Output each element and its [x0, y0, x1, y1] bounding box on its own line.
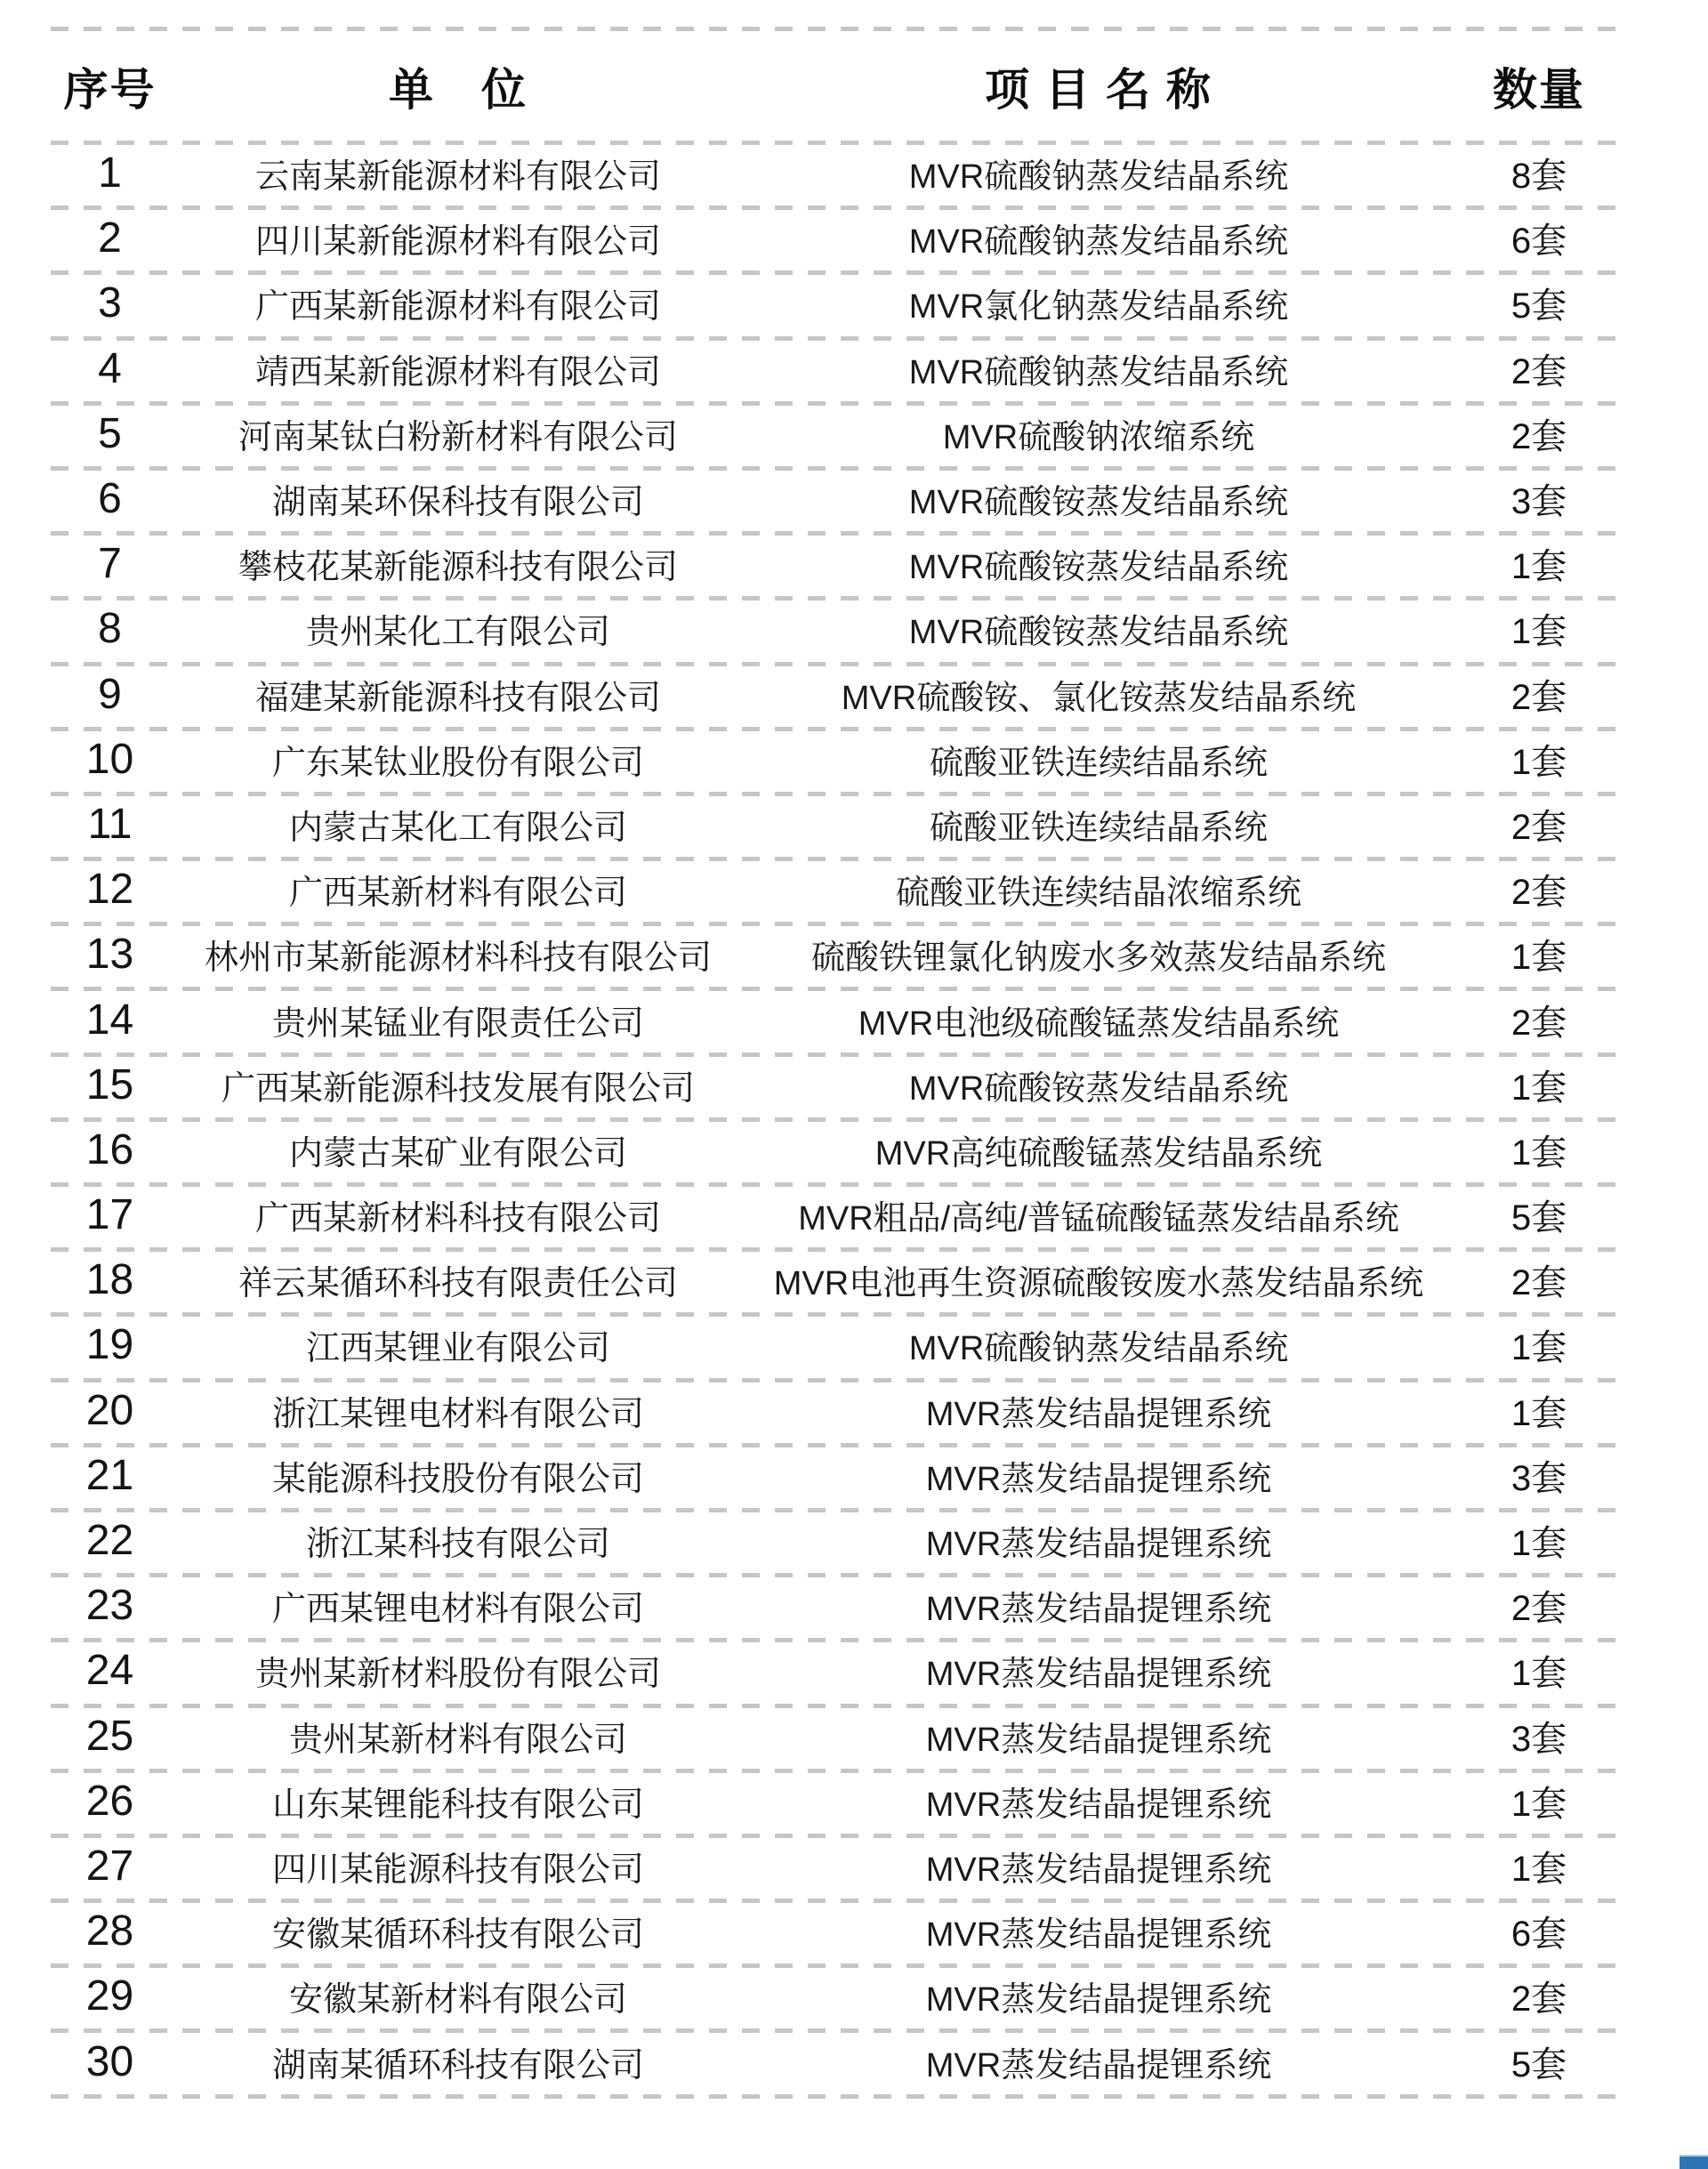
cell-quantity: 3套 — [1511, 1458, 1567, 1498]
table-row — [51, 1443, 1628, 1508]
cell-index: 28 — [85, 1907, 134, 1955]
table-row — [51, 401, 1628, 466]
cell-project: MVR蒸发结晶提锂系统 — [925, 1460, 1272, 1498]
table-row — [51, 2028, 1628, 2093]
cell-index: 11 — [87, 800, 133, 848]
cell-quantity: 1套 — [1511, 742, 1567, 782]
cell-index: 4 — [98, 344, 122, 392]
cell-company: 靖西某新能源材料有限公司 — [254, 353, 661, 391]
cell-company: 广东某钛业股份有限公司 — [271, 744, 644, 782]
cell-quantity: 1套 — [1511, 1784, 1567, 1824]
cell-quantity: 1套 — [1511, 938, 1567, 978]
cell-company: 林州市某新能源材料科技有限公司 — [204, 939, 712, 978]
cell-company: 广西某新能源材料有限公司 — [254, 288, 661, 327]
cell-company: 浙江某科技有限公司 — [305, 1526, 610, 1564]
cell-quantity: 2套 — [1511, 677, 1567, 717]
cell-project: MVR硫酸铵、氯化铵蒸发结晶系统 — [841, 679, 1357, 717]
cell-index: 29 — [85, 1972, 134, 2020]
cell-quantity: 2套 — [1511, 1589, 1567, 1629]
cell-index: 10 — [85, 735, 134, 783]
cell-project: MVR蒸发结晶提锂系统 — [925, 1395, 1272, 1433]
table-row — [51, 922, 1628, 987]
header-quantity: 数量 — [1493, 64, 1585, 115]
cell-company: 云南某新能源材料有限公司 — [254, 158, 661, 197]
cell-company: 祥云某循环科技有限责任公司 — [238, 1265, 678, 1303]
cell-quantity: 5套 — [1511, 1198, 1567, 1238]
cell-index: 1 — [98, 149, 122, 198]
table-row — [51, 792, 1628, 857]
table-row — [51, 596, 1628, 661]
cell-index: 13 — [85, 931, 134, 979]
table-row — [51, 531, 1628, 596]
cell-project: MVR电池级硫酸锰蒸发结晶系统 — [858, 1004, 1340, 1043]
cell-index: 19 — [85, 1321, 134, 1369]
header-company: 单 位 — [389, 64, 528, 115]
cell-project: MVR蒸发结晶提锂系统 — [925, 1851, 1272, 1889]
cell-index: 20 — [85, 1386, 134, 1434]
cell-company: 贵州某新材料股份有限公司 — [254, 1656, 661, 1694]
cell-company: 内蒙古某矿业有限公司 — [288, 1134, 627, 1173]
table-header-row — [51, 31, 1628, 141]
table-row — [51, 1052, 1628, 1117]
table-bottom-divider — [51, 2094, 1628, 2099]
cell-project: MVR硫酸铵蒸发结晶系统 — [908, 549, 1289, 587]
cell-quantity: 1套 — [1511, 1393, 1567, 1433]
cell-project: MVR硫酸钠蒸发结晶系统 — [908, 353, 1289, 391]
cell-quantity: 2套 — [1511, 807, 1567, 847]
cell-project: 硫酸亚铁连续结晶浓缩系统 — [895, 875, 1301, 913]
cell-quantity: 1套 — [1511, 1849, 1567, 1889]
cell-quantity: 8套 — [1511, 157, 1567, 197]
cell-index: 15 — [85, 1060, 134, 1109]
cell-quantity: 1套 — [1511, 547, 1567, 587]
table-row — [51, 1508, 1628, 1573]
cell-company: 四川某能源科技有限公司 — [271, 1851, 644, 1889]
cell-index: 23 — [85, 1582, 134, 1630]
cell-project: MVR蒸发结晶提锂系统 — [925, 1656, 1272, 1694]
cell-index: 6 — [98, 475, 122, 523]
cell-company: 广西某锂电材料有限公司 — [271, 1591, 644, 1629]
table-row — [51, 466, 1628, 531]
cell-index: 9 — [98, 670, 122, 718]
cell-project: MVR电池再生资源硫酸铵废水蒸发结晶系统 — [773, 1265, 1424, 1303]
table-row — [51, 857, 1628, 922]
cell-project: MVR粗品/高纯/普锰硫酸锰蒸发结晶系统 — [798, 1200, 1399, 1238]
cell-project: MVR硫酸钠蒸发结晶系统 — [908, 158, 1289, 197]
table-row — [51, 727, 1628, 792]
cell-company: 福建某新能源科技有限公司 — [254, 679, 661, 717]
table-row — [51, 662, 1628, 727]
cell-company: 贵州某化工有限公司 — [305, 614, 610, 652]
cell-project: MVR硫酸铵蒸发结晶系统 — [908, 484, 1289, 522]
cell-company: 内蒙古某化工有限公司 — [288, 809, 627, 847]
cell-index: 5 — [98, 409, 122, 457]
cell-company: 河南某钛白粉新材料有限公司 — [238, 418, 678, 456]
header-project: 项 目 名 称 — [985, 64, 1213, 115]
header-index: 序号 — [63, 64, 157, 115]
cell-index: 25 — [85, 1712, 134, 1760]
cell-project: MVR蒸发结晶提锂系统 — [925, 1721, 1272, 1759]
cell-project: 硫酸铁锂氯化钠废水多效蒸发结晶系统 — [810, 939, 1386, 978]
cell-company: 湖南某环保科技有限公司 — [271, 484, 644, 522]
cell-project: MVR蒸发结晶提锂系统 — [925, 1591, 1272, 1629]
cell-index: 22 — [85, 1517, 134, 1565]
corner-accent-bar — [1680, 2155, 1708, 2169]
cell-index: 16 — [85, 1125, 134, 1173]
cell-company: 山东某锂能科技有限公司 — [271, 1786, 644, 1824]
cell-company: 安徽某循环科技有限公司 — [271, 1916, 644, 1955]
cell-project: MVR硫酸铵蒸发结晶系统 — [908, 614, 1289, 652]
table-row — [51, 1117, 1628, 1182]
cell-project: MVR氯化钠蒸发结晶系统 — [908, 288, 1289, 327]
cell-project: MVR硫酸钠浓缩系统 — [942, 418, 1255, 456]
cell-project: 硫酸亚铁连续结晶系统 — [929, 744, 1268, 782]
cell-quantity: 1套 — [1511, 612, 1567, 652]
cell-company: 攀枝花某新能源科技有限公司 — [238, 549, 678, 587]
cell-index: 27 — [85, 1842, 134, 1890]
cell-project: MVR蒸发结晶提锂系统 — [925, 1526, 1272, 1564]
table-row — [51, 987, 1628, 1052]
table-row — [51, 1963, 1628, 2028]
cell-project: MVR硫酸钠蒸发结晶系统 — [908, 223, 1289, 262]
table-row — [51, 270, 1628, 335]
table-row — [51, 1638, 1628, 1703]
cell-company: 浙江某锂电材料有限公司 — [271, 1395, 644, 1433]
cell-project: MVR硫酸钠蒸发结晶系统 — [908, 1330, 1289, 1368]
cell-quantity: 1套 — [1511, 1524, 1567, 1564]
cell-company: 贵州某新材料有限公司 — [288, 1721, 627, 1759]
cell-company: 广西某新材料科技有限公司 — [254, 1200, 661, 1238]
cell-index: 30 — [85, 2037, 134, 2085]
table-row — [51, 1247, 1628, 1312]
cell-company: 广西某新能源科技发展有限公司 — [221, 1069, 695, 1108]
table-row — [51, 1573, 1628, 1638]
cell-quantity: 2套 — [1511, 1003, 1567, 1043]
cell-index: 7 — [98, 540, 122, 588]
cell-quantity: 2套 — [1511, 1263, 1567, 1303]
table-row — [51, 1769, 1628, 1834]
cell-index: 8 — [98, 605, 122, 653]
cell-project: MVR高纯硫酸锰蒸发结晶系统 — [874, 1134, 1323, 1173]
cell-index: 18 — [85, 1256, 134, 1304]
table-row — [51, 1182, 1628, 1247]
cell-quantity: 2套 — [1511, 351, 1567, 391]
cell-project: MVR硫酸铵蒸发结晶系统 — [908, 1069, 1289, 1108]
cell-company: 安徽某新材料有限公司 — [288, 1981, 627, 2020]
table-row — [51, 206, 1628, 270]
cell-quantity: 5套 — [1511, 2044, 1567, 2084]
cell-quantity: 3套 — [1511, 1719, 1567, 1759]
cell-quantity: 6套 — [1511, 222, 1567, 262]
cell-index: 21 — [85, 1451, 134, 1499]
cell-index: 2 — [98, 214, 122, 262]
table-row — [51, 1834, 1628, 1899]
cell-quantity: 3套 — [1511, 482, 1567, 522]
cell-quantity: 1套 — [1511, 1328, 1567, 1368]
cell-company: 江西某锂业有限公司 — [305, 1330, 610, 1368]
table-row — [51, 141, 1628, 206]
cell-company: 四川某新能源材料有限公司 — [254, 223, 661, 262]
cell-project: MVR蒸发结晶提锂系统 — [925, 1981, 1272, 2020]
cell-project: MVR蒸发结晶提锂系统 — [925, 2046, 1272, 2084]
table-row — [51, 1899, 1628, 1963]
cell-company: 湖南某循环科技有限公司 — [271, 2046, 644, 2084]
cell-company: 广西某新材料有限公司 — [288, 875, 627, 913]
table-row — [51, 1378, 1628, 1443]
cell-index: 24 — [85, 1647, 134, 1695]
cell-company: 某能源科技股份有限公司 — [271, 1460, 644, 1498]
cell-quantity: 5套 — [1511, 286, 1567, 327]
cell-quantity: 1套 — [1511, 1068, 1567, 1108]
cell-index: 3 — [98, 279, 122, 327]
cell-index: 12 — [85, 866, 134, 914]
table-row — [51, 336, 1628, 401]
cell-project: MVR蒸发结晶提锂系统 — [925, 1916, 1272, 1955]
table-body — [51, 141, 1628, 2094]
cell-index: 26 — [85, 1777, 134, 1825]
cell-company: 贵州某锰业有限责任公司 — [271, 1004, 644, 1043]
cell-quantity: 2套 — [1511, 873, 1567, 913]
cell-quantity: 1套 — [1511, 1133, 1567, 1173]
cell-quantity: 6套 — [1511, 1915, 1567, 1955]
cell-index: 14 — [85, 996, 134, 1044]
cell-quantity: 2套 — [1511, 416, 1567, 456]
cell-quantity: 1套 — [1511, 1654, 1567, 1694]
table-row — [51, 1704, 1628, 1769]
table-row — [51, 1312, 1628, 1377]
cell-quantity: 2套 — [1511, 1980, 1567, 2020]
cell-project: MVR蒸发结晶提锂系统 — [925, 1786, 1272, 1824]
cell-project: 硫酸亚铁连续结晶系统 — [929, 809, 1268, 847]
reference-project-table — [51, 27, 1628, 2099]
cell-index: 17 — [85, 1191, 134, 1239]
